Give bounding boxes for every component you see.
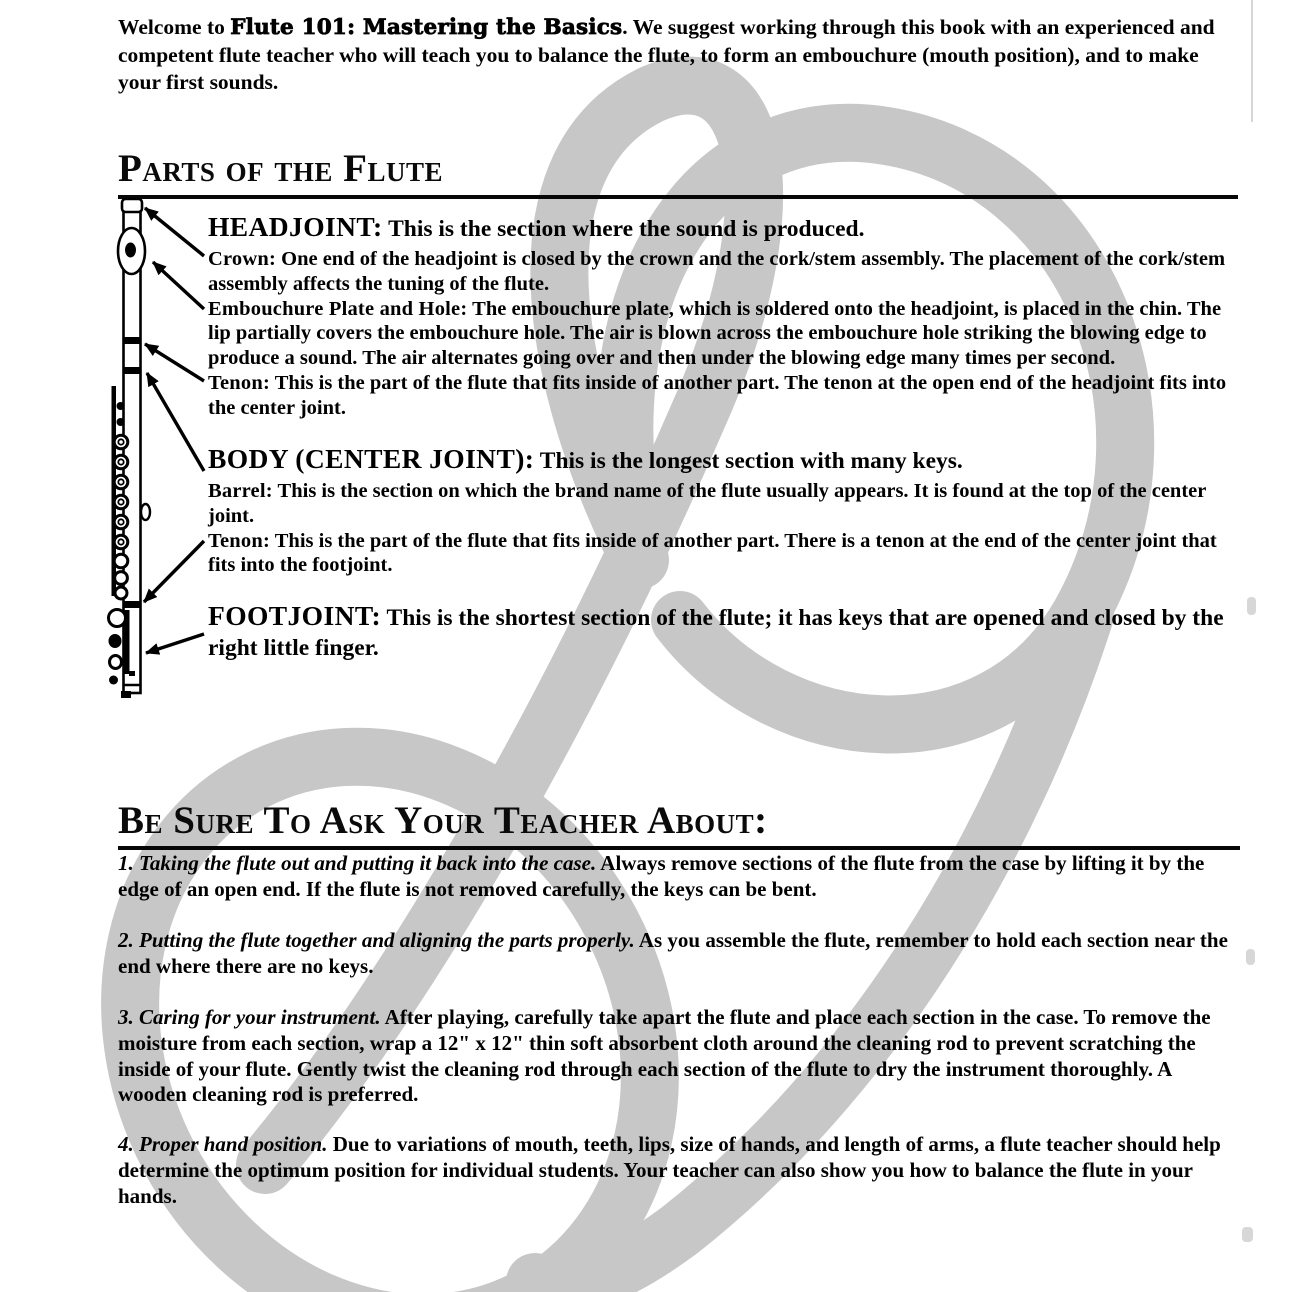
headjoint-section — [208, 212, 1240, 421]
book-title: Flute 101: Mastering the Basics — [230, 15, 623, 40]
headjoint-text: This is the section where the sound is produced. — [388, 216, 865, 242]
ask-item-2-lead: 2. Putting the flute together and aligning the parts properly. — [118, 928, 635, 952]
embouchure-term: Embouchure Plate and Hole: — [208, 297, 468, 320]
ask-item-3 — [118, 1005, 1244, 1108]
headjoint-tenon-text: This is the part of the flute that fits inside of another part. The tenon at the open end of the headjoint fits into the center joint. — [208, 371, 1227, 419]
headjoint-tenon-term: Tenon: — [208, 371, 270, 394]
center-tenon-term: Tenon: — [208, 529, 270, 552]
footjoint-definition — [208, 601, 1240, 663]
arrow-crown — [145, 208, 204, 256]
intro-paragraph — [118, 14, 1242, 97]
ask-item-1 — [118, 851, 1244, 903]
body-section — [208, 444, 1240, 578]
arrow-headjoint-tenon — [145, 344, 204, 381]
intro-prefix: Welcome to — [118, 15, 231, 39]
ask-item-1-text: Always remove sections of the flute from the case by lifting it by the edge of an open end. If the flute is not removed carefully, the keys can be bent. — [118, 851, 1205, 901]
body-text: This is the longest section with many keys. — [539, 448, 963, 474]
embouchure-text: The embouchure plate, which is soldered onto the headjoint, is placed in the chin. The lip partially covers the embouchure hole. The air is blown across the embouchure hole striking the blowing edge to produce a sound. The air alternates going over and then under the blowing edge many times per second. — [208, 297, 1222, 370]
ask-teacher-heading: Be Sure To Ask Your Teacher About: — [118, 798, 1240, 850]
footjoint-section — [208, 601, 1240, 666]
arrow-center-tenon — [144, 541, 204, 602]
flute-diagram — [98, 194, 210, 706]
headjoint-definition — [208, 212, 1240, 244]
arrow-body — [147, 373, 204, 471]
embouchure-definition — [208, 297, 1240, 371]
ask-item-4-text: Due to variations of mouth, teeth, lips, size of hands, and length of arms, a flute teacher should help determine the optimum position for individual students. Your teacher can also show you how to balance the flute in your hands. — [118, 1132, 1221, 1208]
barrel-text: This is the section on which the brand name of the flute usually appears. It is found at the top of the center joint. — [208, 480, 1206, 527]
crown-term: Crown: — [208, 248, 277, 270]
ask-item-2-text: As you assemble the flute, remember to hold each section near the end where there are no keys. — [118, 928, 1228, 978]
ask-item-3-lead: 3. Caring for your instrument. — [118, 1005, 381, 1029]
ask-item-4 — [118, 1132, 1244, 1209]
barrel-term: Barrel: — [208, 480, 273, 502]
headjoint-term: HEADJOINT: — [208, 211, 383, 242]
center-tenon-definition — [208, 529, 1240, 579]
intro-rest: . We suggest working through this book with an experienced and competent flute teacher who will teach you to balance the flute, to form an embouchure (mouth position), and to make your first sounds. — [118, 15, 1215, 94]
footjoint-term: FOOTJOINT: — [208, 600, 382, 631]
scan-edge-line — [1251, 0, 1253, 122]
scan-artifact — [1242, 1227, 1253, 1242]
body-definition — [208, 444, 1240, 476]
crown-text: One end of the headjoint is closed by the crown and the cork/stem assembly. The placement of the cork/stem assembly affects the tuning of the flute. — [208, 248, 1226, 295]
center-tenon-text: This is the part of the flute that fits inside of another part. There is a tenon at the end of the center joint that fits into the footjoint. — [208, 529, 1217, 577]
embouchure-hole — [125, 243, 136, 258]
arrow-footjoint — [146, 634, 204, 653]
ask-item-1-lead: 1. Taking the flute out and putting it back into the case. — [118, 851, 597, 875]
ask-item-4-lead: 4. Proper hand position. — [118, 1132, 328, 1156]
barrel-definition — [208, 479, 1240, 529]
scan-artifact — [1247, 597, 1256, 615]
flute-crown — [122, 199, 142, 212]
crown-definition — [208, 247, 1240, 297]
arrow-embouchure — [153, 262, 204, 309]
scan-artifact — [1246, 949, 1255, 965]
footjoint-text: This is the shortest section of the flute; it has keys that are opened and closed by the right little finger. — [208, 605, 1224, 661]
ask-item-2 — [118, 928, 1244, 980]
parts-heading: Parts of the Flute — [118, 146, 1238, 199]
headjoint-tenon-definition — [208, 371, 1240, 421]
callout-arrows — [144, 208, 204, 653]
body-term: BODY (CENTER JOINT): — [208, 443, 535, 474]
ask-item-3-text: After playing, carefully take apart the flute and place each section in the case. To remove the moisture from each section, wrap a 12" x 12" thin soft absorbent cloth around the cleaning rod to prevent scratching the inside of your flute. Gently twist the cleaning rod through each section of the flute to dry the instrument thoroughly. A wooden cleaning rod is preferred. — [118, 1005, 1211, 1107]
